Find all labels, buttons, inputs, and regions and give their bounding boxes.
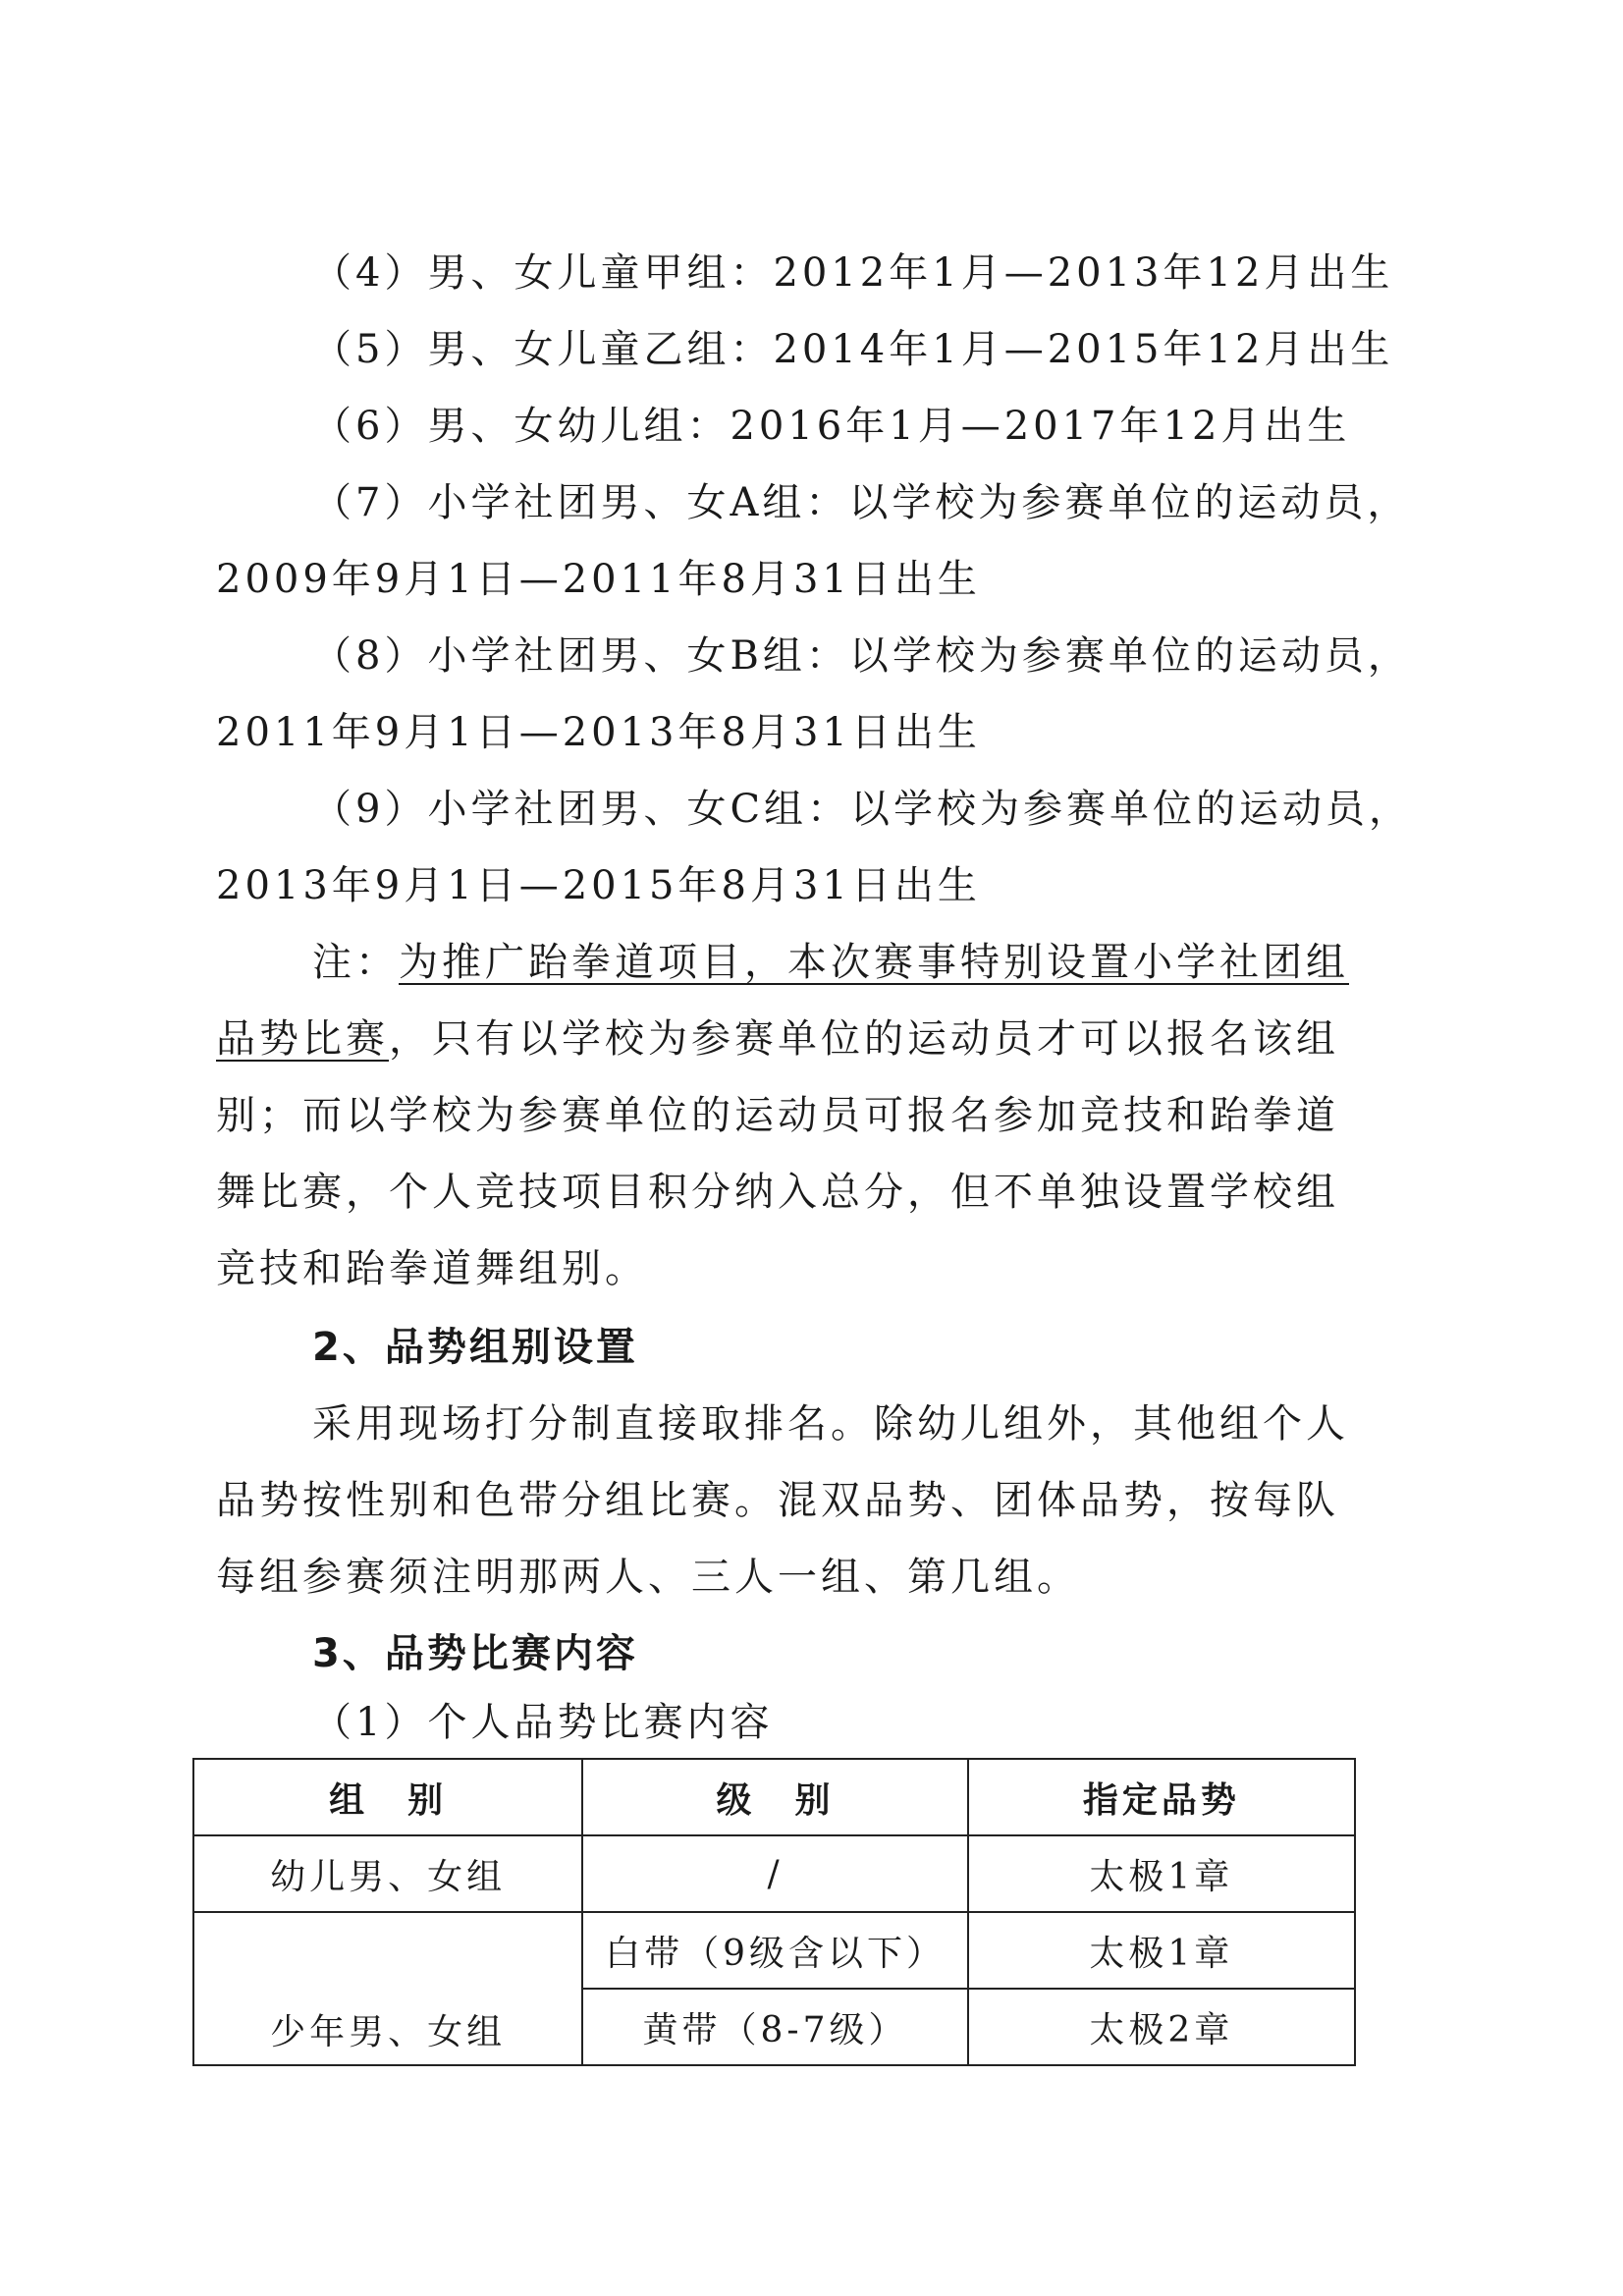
cell-form: 太极1章: [968, 1835, 1355, 1912]
paragraph-item-7-line2: 2009年9月1日—2011年8月31日出生: [216, 557, 981, 602]
section-2-heading: 2、品势组别设置: [312, 1325, 638, 1370]
header-level: 级 别: [582, 1759, 967, 1835]
paragraph-item-8-line1: （8）小学社团男、女B组：以学校为参赛单位的运动员，: [312, 633, 1411, 679]
paragraph-item-7-line1: （7）小学社团男、女A组：以学校为参赛单位的运动员，: [312, 480, 1411, 525]
paragraph-item-5: （5）男、女儿童乙组：2014年1月—2015年12月出生: [312, 327, 1394, 372]
section-2-line1: 采用现场打分制直接取排名。除幼儿组外，其他组个人: [312, 1401, 1349, 1447]
paragraph-item-6: （6）男、女幼儿组：2016年1月—2017年12月出生: [312, 404, 1351, 449]
table-row: [193, 1912, 1355, 1989]
cell-group: 幼儿男、女组: [193, 1835, 582, 1912]
header-form: 指定品势: [968, 1759, 1355, 1835]
note-underlined-part2: 品势比赛: [216, 1016, 389, 1062]
cell-group: 少年男、女组: [193, 1912, 582, 2065]
section-2-line2: 品势按性别和色带分组比赛。混双品势、团体品势，按每队: [216, 1478, 1339, 1523]
note-underlined-part1: 为推广跆拳道项目，本次赛事特别设置小学社团组: [399, 940, 1349, 985]
cell-level: 黄带（8-7级）: [582, 1989, 967, 2065]
note-line5: 竞技和跆拳道舞组别。: [216, 1246, 648, 1291]
cell-form: 太极1章: [968, 1912, 1355, 1989]
note-line4: 舞比赛，个人竞技项目积分纳入总分，但不单独设置学校组: [216, 1170, 1339, 1215]
table-header-row: [193, 1759, 1355, 1835]
paragraph-item-9-line2: 2013年9月1日—2015年8月31日出生: [216, 863, 981, 908]
note-line3: 别；而以学校为参赛单位的运动员可报名参加竞技和跆拳道: [216, 1093, 1339, 1138]
note-rest: ，只有以学校为参赛单位的运动员才可以报名该组: [389, 1016, 1339, 1062]
note-line2: [216, 1010, 1339, 1068]
section-2-line3: 每组参赛须注明那两人、三人一组、第几组。: [216, 1555, 1080, 1600]
paragraph-item-4: （4）男、女儿童甲组：2012年1月—2013年12月出生: [312, 250, 1394, 296]
cell-form: 太极2章: [968, 1989, 1355, 2065]
paragraph-item-9-line1: （9）小学社团男、女C组：以学校为参赛单位的运动员，: [312, 787, 1413, 832]
note-prefix: 注：: [312, 940, 399, 985]
header-group: 组 别: [193, 1759, 582, 1835]
section-3-subheading: （1）个人品势比赛内容: [312, 1700, 774, 1745]
forms-table: [192, 1758, 1356, 2066]
note-line1: [312, 933, 1349, 992]
paragraph-item-8-line2: 2011年9月1日—2013年8月31日出生: [216, 710, 981, 755]
table-row: [193, 1835, 1355, 1912]
cell-level: 白带（9级含以下）: [582, 1912, 967, 1989]
cell-level: /: [582, 1835, 967, 1912]
section-3-heading: 3、品势比赛内容: [312, 1631, 638, 1676]
